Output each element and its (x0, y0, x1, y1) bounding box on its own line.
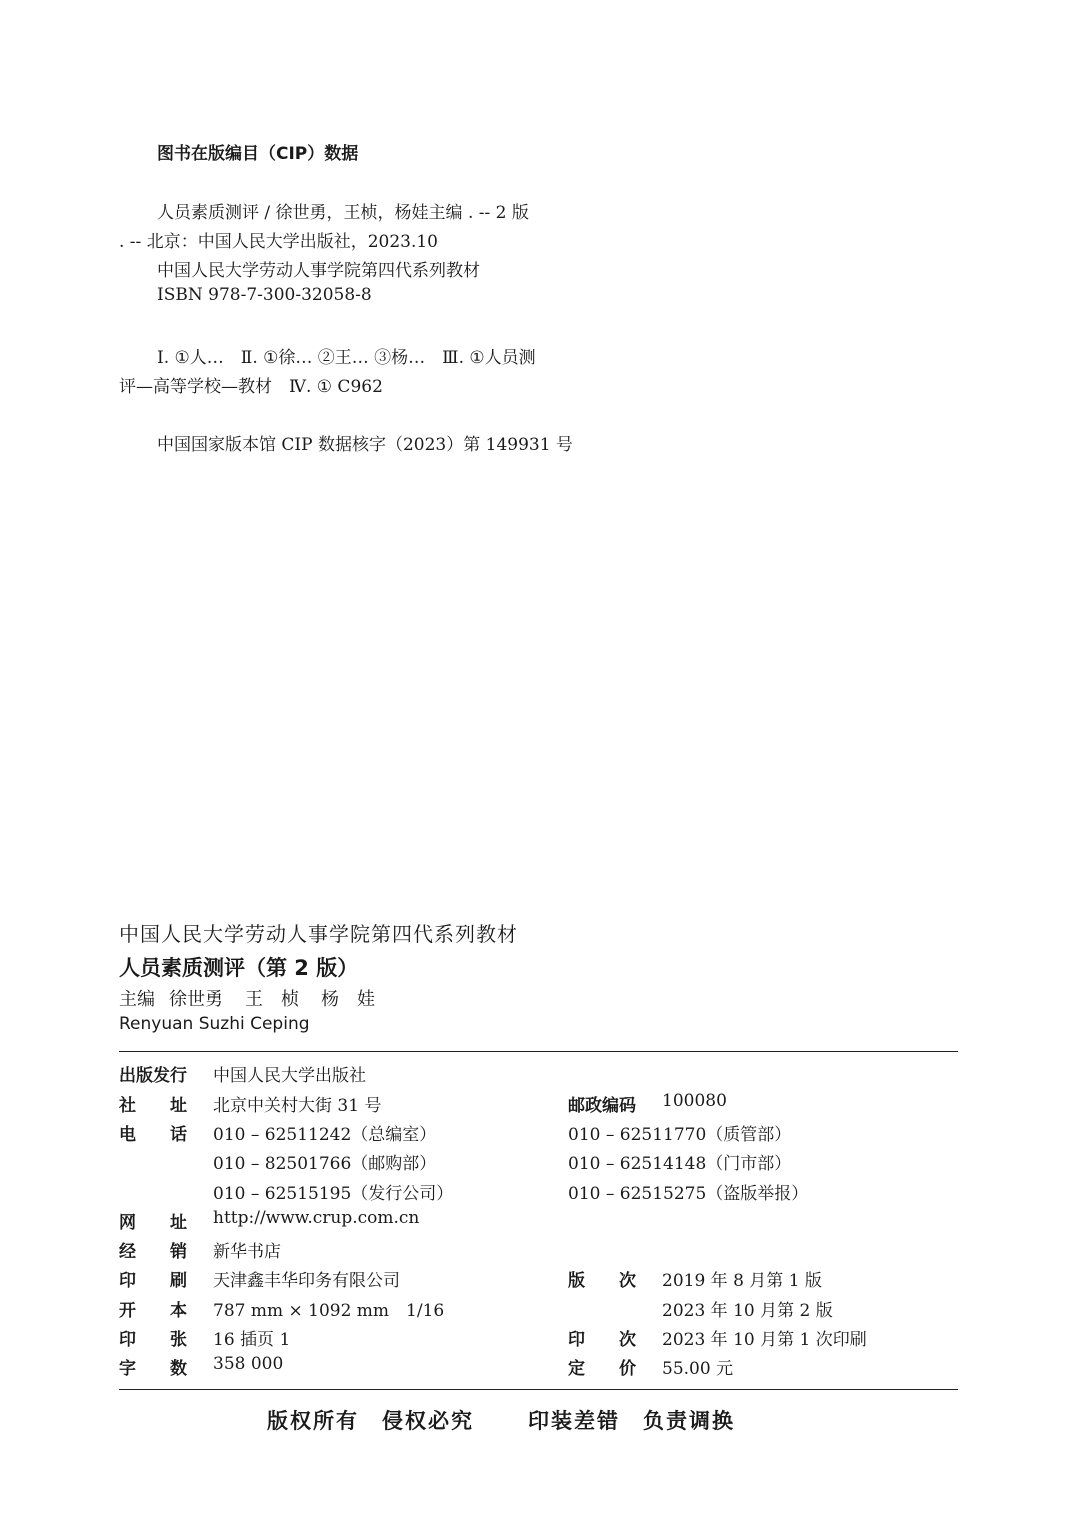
divider-bottom (119, 1389, 958, 1390)
cip-subject-line: Ⅰ. ①人… Ⅱ. ①徐… ②王… ③杨… Ⅲ. ①人员测 (157, 348, 536, 368)
book-title-pinyin: Renyuan Suzhi Ceping (119, 1014, 310, 1034)
phone-label: 电 话 (119, 1125, 187, 1145)
copyright-notice (267, 1405, 735, 1435)
phone-value: 010 – 62514148（门市部） (568, 1154, 792, 1174)
format-label: 开 本 (119, 1301, 187, 1321)
cip-number: 中国国家版本馆 CIP 数据核字（2023）第 149931 号 (157, 435, 573, 455)
editor-name: 杨 娃 (321, 989, 375, 1010)
defect-notice-text: 印装差错 负责调换 (528, 1408, 735, 1433)
price-value: 55.00 元 (662, 1359, 734, 1379)
website-link[interactable]: http://www.crup.com.cn (213, 1208, 420, 1228)
book-title: 人员素质测评（第 2 版） (119, 956, 359, 980)
address-label: 社 址 (119, 1096, 187, 1116)
postcode-label: 邮政编码 (568, 1096, 636, 1116)
wordcount-value: 358 000 (213, 1354, 284, 1374)
sheets-value: 16 插页 1 (213, 1330, 291, 1350)
copyright-text: 版权所有 侵权必究 (267, 1408, 474, 1433)
editors-line (119, 985, 397, 1011)
edition-value: 2023 年 10 月第 2 版 (662, 1301, 833, 1321)
printing-value: 2023 年 10 月第 1 次印刷 (662, 1330, 867, 1350)
printer-value: 天津鑫丰华印务有限公司 (213, 1271, 400, 1291)
edition-label: 版 次 (568, 1271, 636, 1291)
cip-record-line: . -- 北京：中国人民大学出版社，2023.10 (119, 232, 438, 252)
printing-label: 印 次 (568, 1330, 636, 1350)
phone-value: 010 – 62515275（盗版举报） (568, 1184, 809, 1204)
postcode-value: 100080 (662, 1091, 727, 1111)
sheets-label: 印 张 (119, 1330, 187, 1350)
edition-value: 2019 年 8 月第 1 版 (662, 1271, 822, 1291)
address-value: 北京中关村大街 31 号 (213, 1096, 382, 1116)
wordcount-label: 字 数 (119, 1359, 187, 1379)
divider-top (119, 1051, 958, 1052)
format-value: 787 mm × 1092 mm 1/16 (213, 1301, 445, 1321)
editor-name: 王 桢 (245, 989, 299, 1010)
phone-value: 010 – 62511770（质管部） (568, 1125, 792, 1145)
website-label: 网 址 (119, 1213, 187, 1233)
publisher-label: 出版发行 (119, 1066, 187, 1086)
distributor-value: 新华书店 (213, 1242, 281, 1262)
publisher-value: 中国人民大学出版社 (213, 1066, 366, 1086)
phone-value: 010 – 62511242（总编室） (213, 1125, 437, 1145)
editor-role: 主编 (119, 989, 155, 1010)
editor-name: 徐世勇 (169, 989, 223, 1010)
price-label: 定 价 (568, 1359, 636, 1379)
phone-value: 010 – 82501766（邮购部） (213, 1154, 437, 1174)
distributor-label: 经 销 (119, 1242, 187, 1262)
cip-isbn: ISBN 978-7-300-32058-8 (157, 285, 372, 305)
cip-heading: 图书在版编目（CIP）数据 (157, 144, 359, 164)
cip-record-line: 中国人民大学劳动人事学院第四代系列教材 (157, 261, 480, 281)
printer-label: 印 刷 (119, 1271, 187, 1291)
series-name: 中国人民大学劳动人事学院第四代系列教材 (119, 922, 518, 946)
phone-value: 010 – 62515195（发行公司） (213, 1184, 454, 1204)
cip-record-line: 人员素质测评 / 徐世勇，王桢，杨娃主编 . -- 2 版 (157, 203, 529, 223)
cip-subject-line: 评—高等学校—教材 Ⅳ. ① C962 (119, 377, 383, 397)
